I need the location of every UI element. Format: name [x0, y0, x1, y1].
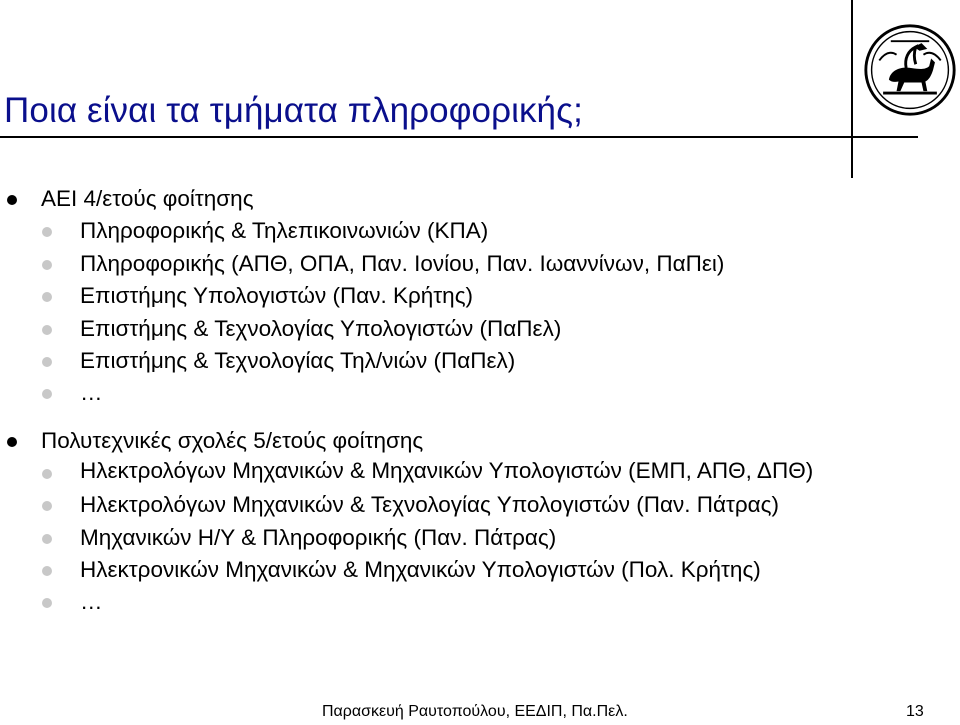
list-item: Επιστήμης & Τεχνολογίας Τηλ/νιών (ΠαΠελ) — [0, 345, 940, 377]
section-heading-polytechnic: Πολυτεχνικές σχολές 5/ετούς φοίτησης — [0, 425, 940, 457]
list-item: Επιστήμης & Τεχνολογίας Υπολογιστών (ΠαΠελ) — [0, 313, 940, 345]
list-item: Μηχανικών Η/Υ & Πληροφορικής (Παν. Πάτρας) — [0, 522, 940, 554]
list-item: Ηλεκτρολόγων Μηχανικών & Μηχανικών Υπολογιστών (ΕΜΠ, ΑΠΘ, ΔΠΘ) — [0, 457, 900, 489]
slide-title: Ποια είναι τα τμήματα πληροφορικής; — [4, 91, 583, 130]
section-heading-aei: ΑΕΙ 4/ετούς φοίτησης — [0, 183, 940, 215]
list-item: Ηλεκτρολόγων Μηχανικών & Τεχνολογίας Υπολογιστών (Παν. Πάτρας) — [0, 489, 940, 521]
vertical-divider — [851, 0, 853, 178]
university-seal-icon — [862, 22, 958, 118]
page-number: 13 — [906, 703, 924, 720]
spacer — [0, 410, 940, 425]
list-item: Ηλεκτρονικών Μηχανικών & Μηχανικών Υπολογιστών (Πολ. Κρήτης) — [0, 554, 940, 586]
list-item: … — [0, 377, 940, 409]
list-item: Επιστήμης Υπολογιστών (Παν. Κρήτης) — [0, 280, 940, 312]
horizontal-divider — [0, 136, 918, 138]
footer-author: Παρασκευή Ραυτοπούλου, ΕΕΔΙΠ, Πα.Πελ. — [322, 703, 628, 720]
slide-content — [0, 183, 940, 619]
list-item: … — [0, 586, 940, 618]
list-item: Πληροφορικής (ΑΠΘ, ΟΠΑ, Παν. Ιονίου, Παν. Ιωαννίνων, ΠαΠει) — [0, 248, 940, 280]
list-item: Πληροφορικής & Τηλεπικοινωνιών (ΚΠΑ) — [0, 215, 940, 247]
